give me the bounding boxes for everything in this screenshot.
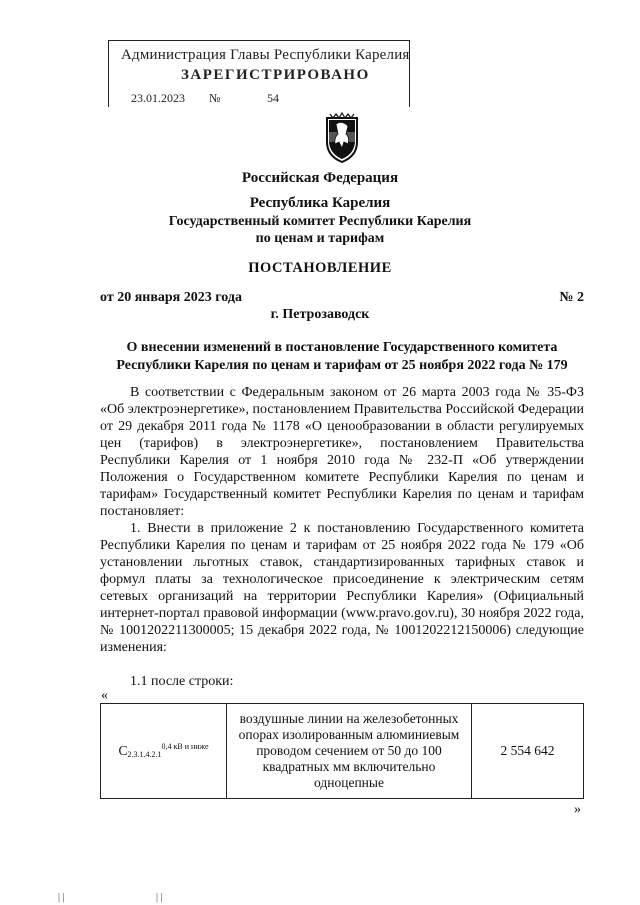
coat-of-arms-icon: [322, 112, 362, 164]
document-body: [100, 384, 584, 656]
scan-mark-left: | |: [58, 892, 65, 903]
quote-open-mark: «: [101, 688, 108, 703]
rate-value: 2 554 642: [472, 704, 584, 799]
body-paragraph-1: В соответствии с Федеральным законом от 26 марта 2003 года № 35-ФЗ «Об электроэнергетике», постановлением Правительства Российской Федерации от 29 декабря 2011 года № 1178 «О ценообразовании в области регулируемых цен (тарифов) в электроэнергетике», постановлением Правительства Республики Карелия от 1 ноября 2010 года № 232-П «Об утверждении Положения о Государственном комитете Республики Карелия по ценам и тарифам» Государственный комитет Республики Карелия по ценам и тарифам постановляет:: [100, 385, 584, 519]
document-number: № 2: [559, 290, 584, 305]
stamp-number: 54: [267, 91, 279, 105]
document-type: ПОСТАНОВЛЕНИЕ: [248, 260, 392, 276]
rate-code-superscript: 0,4 кВ и ниже: [161, 742, 209, 751]
rate-description: воздушные линии на железобетонных опорах изолированным алюминиевым проводом сечением от 50 до 100 квадратных мм включительно одноцепные: [227, 704, 472, 799]
body-paragraph-2: 1. Внести в приложение 2 к постановлению Государственного комитета Республики Карелия по ценам и тарифам от 25 ноября 2022 года № 179 «Об установлении льготных ставок, стандартизированных тарифных ставок и формул платы за технологическое присоединение к электрическим сетям сетевых организаций на территории Республики Карелия» (Официальный интернет-портал правовой информации (www.pravo.gov.ru), 30 ноября 2022 года, № 1001202211300005; 15 декабря 2022 года, № 1001202212150006) следующие изменения:: [100, 521, 584, 655]
registration-stamp: [108, 40, 410, 107]
scan-mark-right: | |: [156, 892, 163, 903]
committee-heading-line2: по ценам и тарифам: [255, 231, 385, 246]
document-city: г. Петрозаводск: [270, 307, 370, 322]
stamp-authority: Администрация Главы Республики Карелия: [121, 47, 410, 63]
item-1-1: 1.1 после строки:: [130, 674, 234, 689]
stamp-date: 23.01.2023: [131, 91, 185, 105]
table-row: [101, 704, 584, 799]
stamp-registered: ЗАРЕГИСТРИРОВАНО: [181, 67, 370, 83]
country-heading: Российская Федерация: [241, 170, 399, 186]
committee-heading-line1: Государственный комитет Республики Карелия: [168, 214, 472, 229]
rates-table: [100, 703, 584, 799]
document-title: О внесении изменений в постановление Государственного комитета Республики Карелия по ценам и тарифам от 25 ноября 2022 года № 179: [116, 340, 568, 373]
stamp-number-label: №: [209, 91, 221, 105]
republic-heading: Республика Карелия: [249, 195, 391, 211]
rate-code: C: [118, 743, 128, 758]
document-date: от 20 января 2023 года: [100, 290, 242, 305]
quote-close-mark: »: [574, 802, 581, 817]
rate-code-cell: [101, 704, 227, 799]
rate-code-subscript: 2.3.1.4.2.1: [127, 750, 162, 759]
